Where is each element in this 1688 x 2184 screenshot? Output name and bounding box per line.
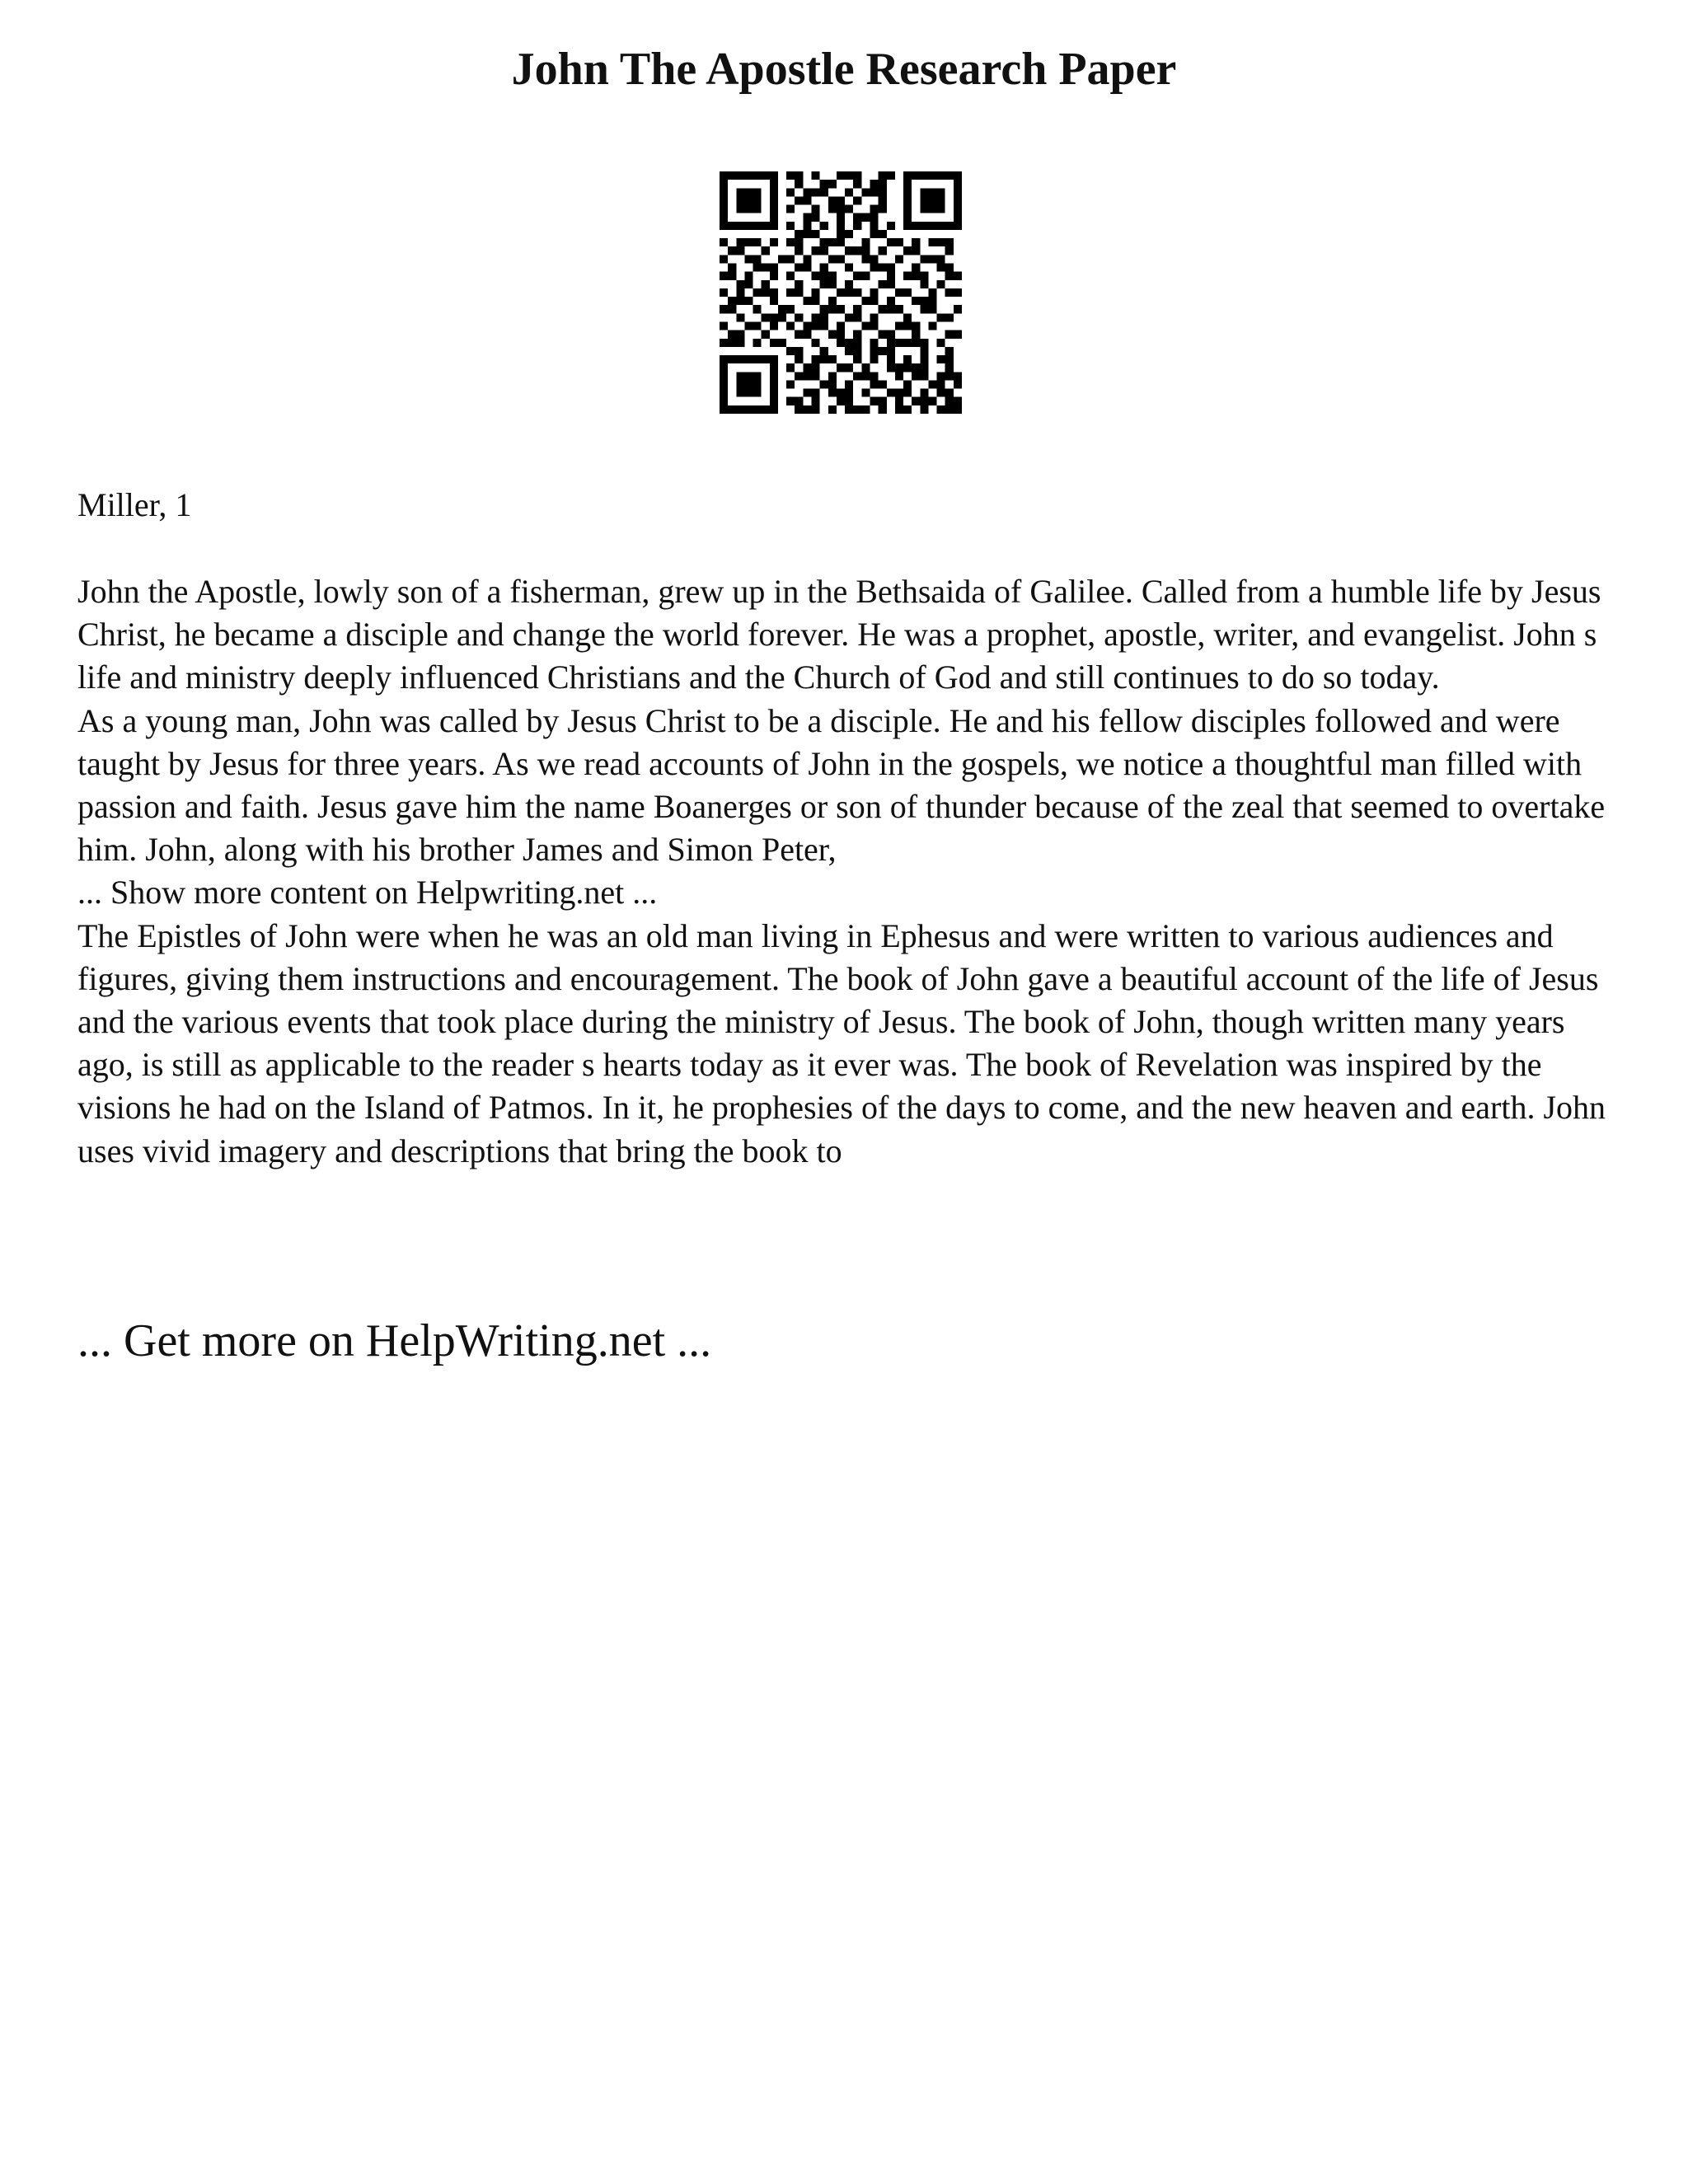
qr-code	[720, 171, 962, 414]
page-title: John The Apostle Research Paper	[511, 44, 1177, 95]
get-more-link[interactable]: ... Get more on HelpWriting.net ...	[77, 1315, 712, 1366]
author-page-header: Miller, 1	[77, 486, 192, 523]
paragraph-intro: John the Apostle, lowly son of a fisherman, grew up in the Bethsaida of Galilee. Called from a humble life by Jesus Christ, he became a disciple and change the world forever. He was a prophet, apostle, writer, and evangelist. John s life and ministry deeply influenced Christians and the Church of God and still continues to do so today.	[77, 573, 1601, 696]
paragraph-calling: As a young man, John was called by Jesus Christ to be a disciple. He and his fellow disciples followed and were taught by Jesus for three years. As we read accounts of John in the gospels, we notice a thoughtful man filled with passion and faith. Jesus gave him the name Boanerges or son of thunder because of the zeal that seemed to overtake him. John, along with his brother James and Simon Peter,	[77, 701, 1606, 869]
qr-code-graphic	[720, 171, 962, 414]
show-more-link[interactable]: ... Show more content on Helpwriting.net ...	[77, 874, 658, 912]
article-body	[77, 570, 1619, 1173]
paragraph-epistles: The Epistles of John were when he was an old man living in Ephesus and were written to various audiences and figures, giving them instructions and encouragement. The book of John gave a beautiful account of the life of Jesus and the various events that took place during the ministry of Jesus. The book of John, though written many years ago, is still as applicable to the reader s hearts today as it ever was. The book of Revelation was inspired by the visions he had on the Island of Patmos. In it, he prophesies of the days to come, and the new heaven and earth. John uses vivid imagery and descriptions that bring the book to	[77, 916, 1606, 1169]
